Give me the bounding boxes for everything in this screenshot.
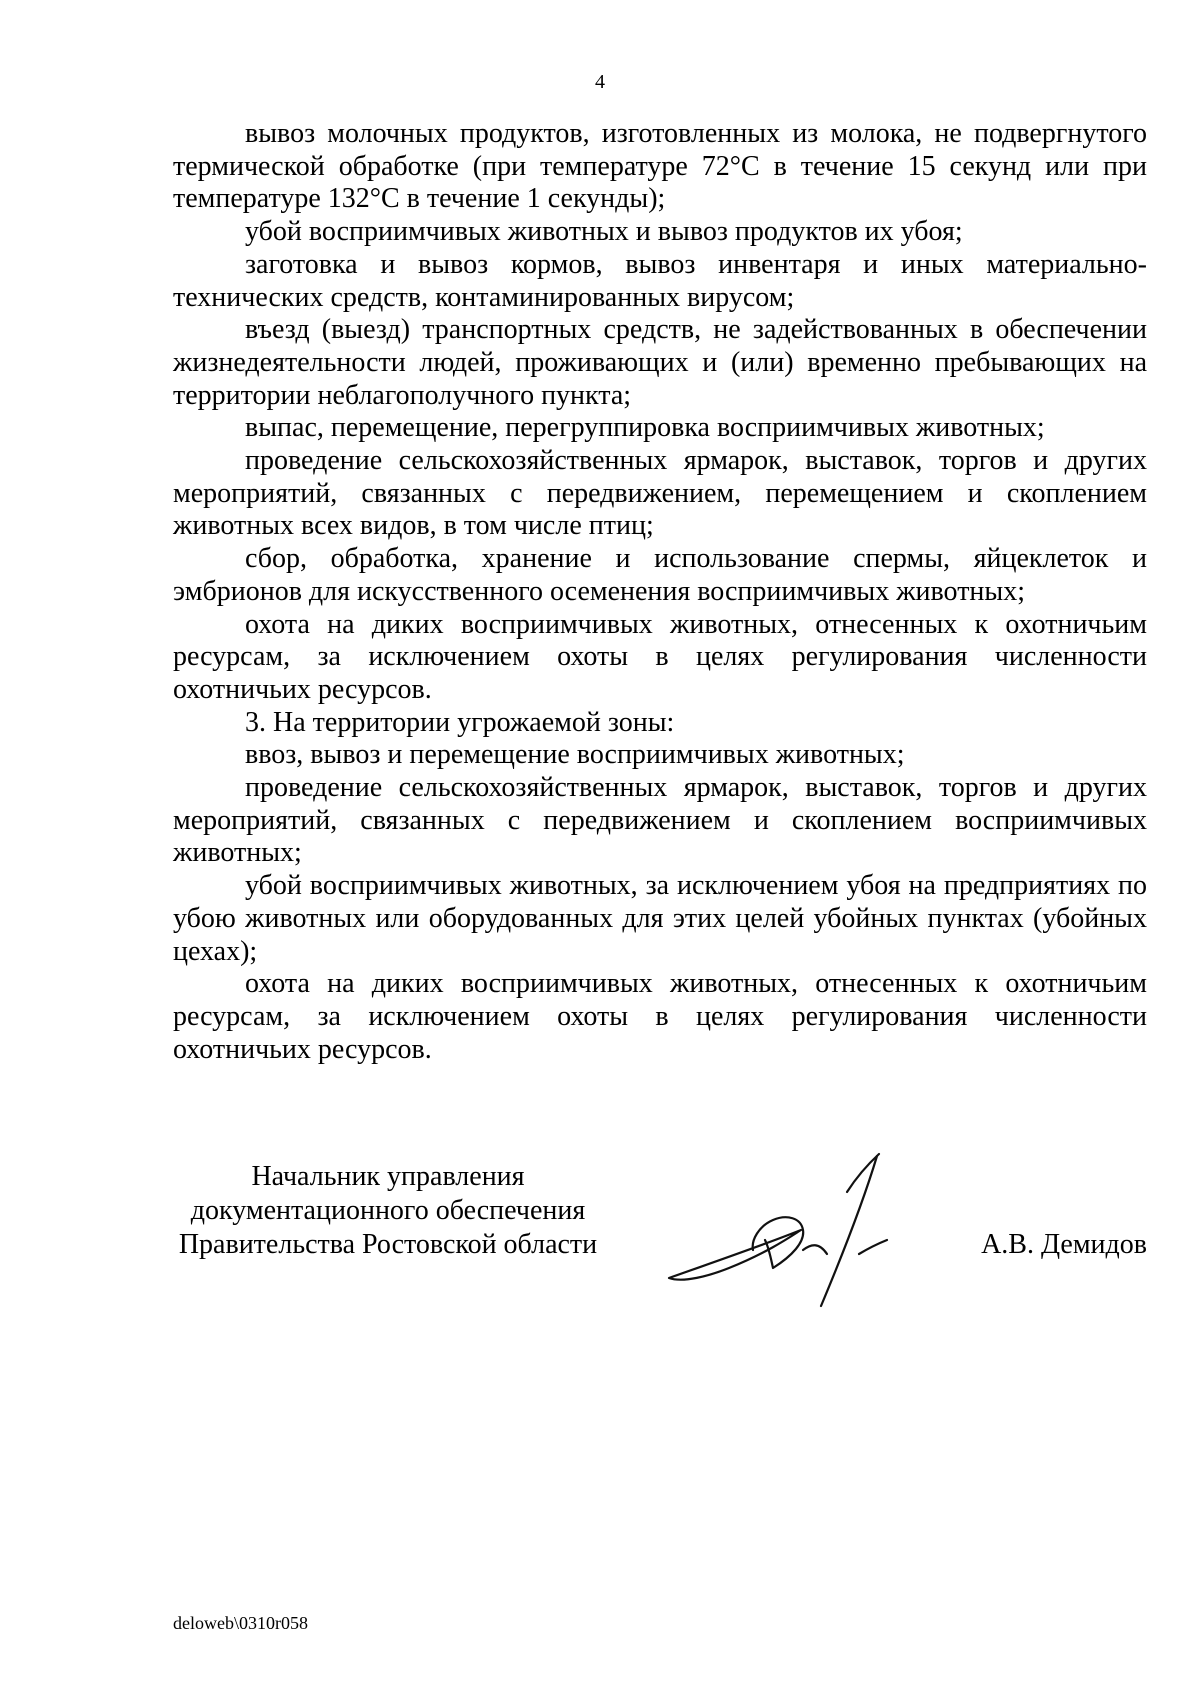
signature-block bbox=[173, 1160, 1147, 1320]
paragraph-slaughter: убой восприимчивых животных и вывоз продуктов их убоя; bbox=[245, 216, 963, 248]
signer-position-line: Правительства Ростовской области bbox=[178, 1229, 598, 1260]
paragraph-threatened-zone-heading: 3. На территории угрожаемой зоны: bbox=[245, 706, 675, 738]
paragraph-grazing: выпас, перемещение, перегруппировка восприимчивых животных; bbox=[245, 412, 1045, 444]
paragraph-vehicle-entry: въезд (выезд) транспортных средств, не задействованных в обеспечении жизнедеятельности людей, проживающих и (или) временно пребывающих на территории неблагополучного пункта; bbox=[173, 314, 1147, 411]
paragraph-animal-movement: ввоз, вывоз и перемещение восприимчивых животных; bbox=[245, 739, 905, 771]
paragraph-dairy-export: вывоз молочных продуктов, изготовленных из молока, не подвергнутого термической обработке (при температуре 72°С в течение 15 секунд или при температуре 132°С в течение 1 секунды); bbox=[173, 118, 1147, 215]
paragraph-sperm-collection: сбор, обработка, хранение и использование спермы, яйцеклеток и эмбрионов для искусственного осеменения восприимчивых животных; bbox=[173, 543, 1147, 607]
handwritten-signature-icon bbox=[651, 1138, 931, 1308]
signer-position bbox=[173, 1160, 603, 1262]
document-code: deloweb\0310r058 bbox=[173, 1613, 308, 1633]
signer-position-line: Начальник управления bbox=[251, 1161, 525, 1192]
paragraph-fairs-threatened-zone: проведение сельскохозяйственных ярмарок, выставок, торгов и других мероприятий, связанных с передвижением и скоплением восприимчивых животных; bbox=[173, 772, 1147, 869]
paragraph-hunting-threatened-zone: охота на диких восприимчивых животных, отнесенных к охотничьим ресурсам, за исключением охоты в целях регулирования численности охотничьих ресурсов. bbox=[173, 968, 1147, 1065]
paragraph-feed-procurement: заготовка и вывоз кормов, вывоз инвентаря и иных материально-технических средств, контаминированных вирусом; bbox=[173, 248, 1147, 313]
paragraph-slaughter-threatened-zone: убой восприимчивых животных, за исключением убоя на предприятиях по убою животных или оборудованных для этих целей убойных пунктах (убойных цехах); bbox=[173, 870, 1147, 967]
paragraph-hunting: охота на диких восприимчивых животных, отнесенных к охотничьим ресурсам, за исключением охоты в целях регулирования численности охотничьих ресурсов. bbox=[173, 608, 1147, 705]
signer-name: А.В. Демидов bbox=[981, 1229, 1147, 1260]
signer-position-line: документационного обеспечения bbox=[190, 1195, 586, 1226]
page-number: 4 bbox=[595, 71, 605, 93]
paragraph-fairs: проведение сельскохозяйственных ярмарок, выставок, торгов и других мероприятий, связанных с передвижением, перемещением и скоплением животных всех видов, в том числе птиц; bbox=[173, 445, 1147, 542]
document-body bbox=[173, 118, 1147, 1066]
